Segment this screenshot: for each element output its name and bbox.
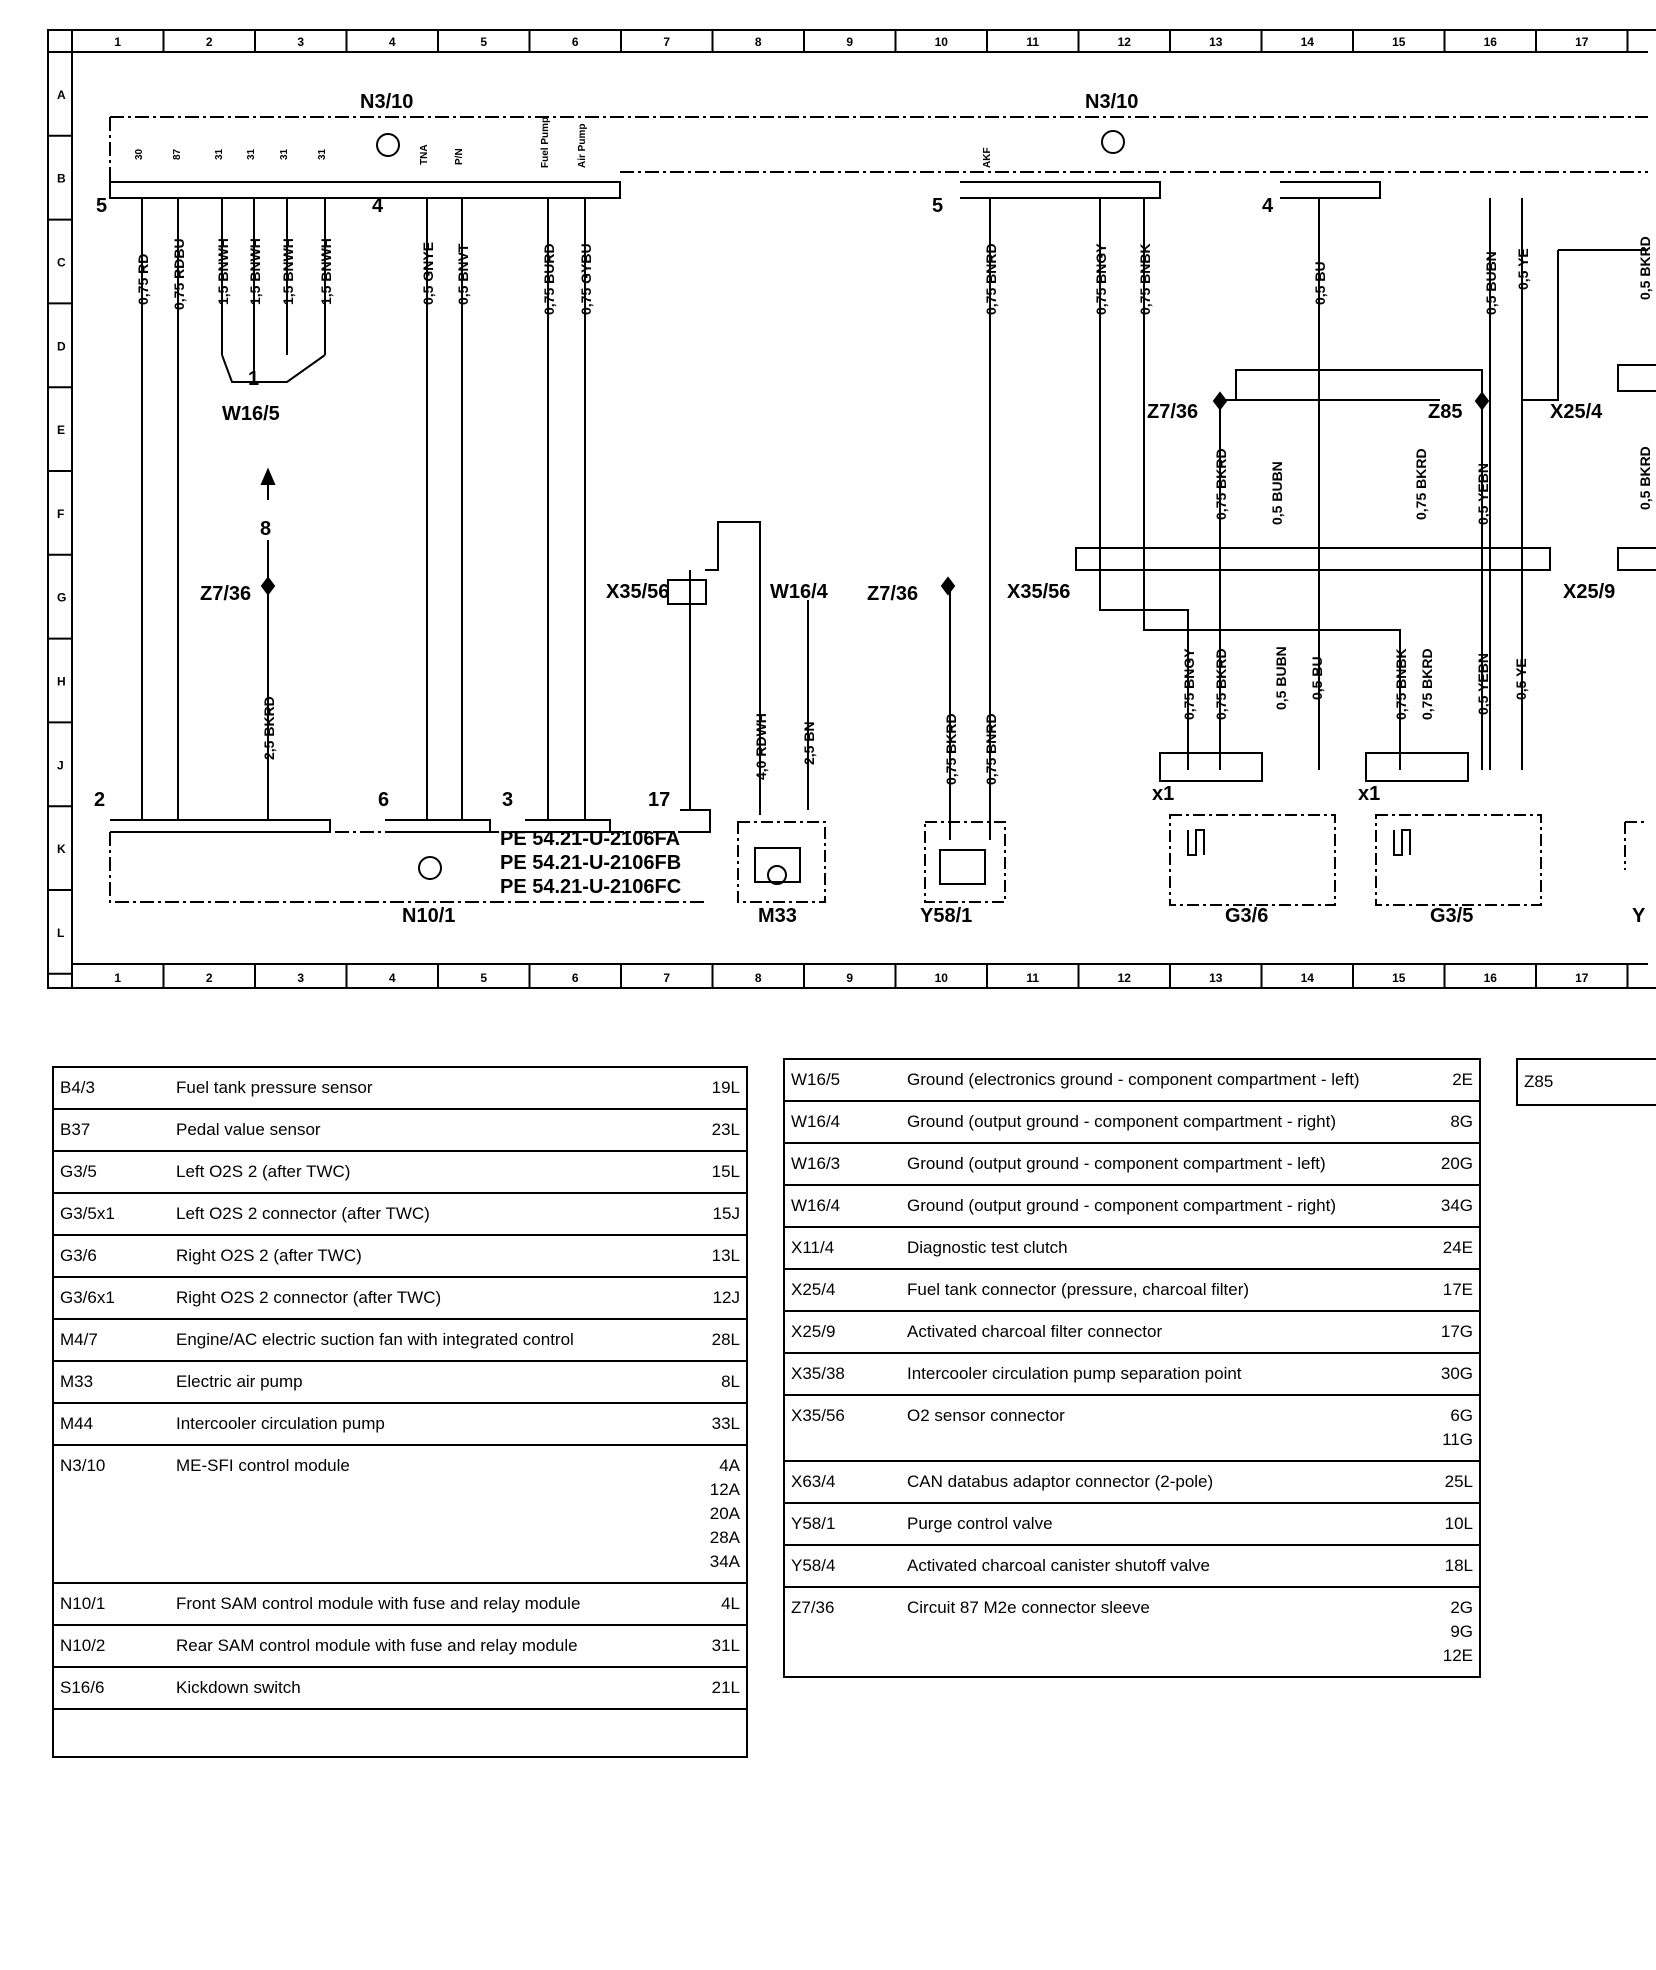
legend-code: B37: [53, 1109, 170, 1151]
pin-signal-pn: P/N: [454, 148, 465, 165]
grid-col-label: 14: [1300, 35, 1314, 49]
x3556-label-a: X35/56: [606, 581, 670, 603]
wire-label-w3: 1,5 BNWH: [215, 238, 231, 305]
y581-label: Y58/1: [920, 905, 973, 927]
wire-label-w8: 0,5 BNVT: [455, 243, 471, 305]
legend-row: [784, 1461, 1480, 1503]
legend-location-ref: 10L: [1444, 1514, 1473, 1533]
grid-col-label: 5: [480, 971, 488, 985]
legend-row: [784, 1353, 1480, 1395]
legend-location-ref: 6G: [1450, 1406, 1473, 1425]
conn-2: 2: [94, 789, 106, 811]
legend-location-ref: 17G: [1440, 1322, 1473, 1341]
legend-code: G3/5x1: [53, 1193, 170, 1235]
legend-location: [684, 1361, 747, 1403]
legend-location-ref: 12E: [1442, 1646, 1473, 1665]
pin-signal-fuel-pump: Fuel Pump: [540, 116, 551, 168]
grid-col-label: 6: [571, 971, 579, 985]
legend-location: [684, 1277, 747, 1319]
wire-label-w7: 0,5 GNYE: [420, 241, 436, 305]
wire-label-w25: 0,5 YEBN: [1475, 463, 1491, 525]
legend-code: Z85: [1524, 1072, 1554, 1091]
legend-location-ref: 15L: [711, 1162, 740, 1181]
grid-col-label: 2: [205, 971, 213, 985]
grid-col-label: 12: [1117, 35, 1131, 49]
wire-label-w19: 2,5 BN: [801, 721, 817, 765]
wire-label-w12: 0,75 BNGY: [1093, 243, 1109, 315]
wire-label-w22: 0,75 BKRD: [1213, 448, 1229, 520]
legend-location: [1417, 1461, 1480, 1503]
legend-description: O2 sensor connector: [901, 1395, 1417, 1461]
wire-label-w27: 0,75 BKRD: [1213, 648, 1229, 720]
z736-label-a: Z7/36: [200, 583, 252, 605]
grid-col-label: 13: [1209, 971, 1223, 985]
grid-col-label: 5: [480, 35, 488, 49]
wire-label-w13: 0,75 BNBK: [1137, 243, 1153, 315]
legend-code: X25/4: [784, 1269, 901, 1311]
wire-label-w16: 0,5 YE: [1515, 248, 1531, 290]
legend-code: X11/4: [784, 1227, 901, 1269]
legend-location: [684, 1109, 747, 1151]
grid-col-label: 16: [1483, 971, 1497, 985]
legend-code: N3/10: [53, 1445, 170, 1583]
grid-col-label: 12: [1117, 971, 1131, 985]
wire-label-w2: 0,75 RDBU: [171, 238, 187, 310]
legend-description: Ground (output ground - component compartment - left): [901, 1143, 1417, 1185]
legend-location: [1417, 1395, 1480, 1461]
legend-location: [1417, 1311, 1480, 1353]
legend-location-ref: 18L: [1444, 1556, 1473, 1575]
grid-col-label: 7: [663, 35, 671, 49]
legend-code: B4/3: [53, 1067, 170, 1109]
legend-row: [53, 1319, 747, 1361]
legend-row: [53, 1403, 747, 1445]
grid-row-label: G: [57, 590, 67, 605]
legend-location-ref: 34G: [1440, 1196, 1473, 1215]
x254-label: X25/4: [1550, 401, 1603, 423]
legend-code: Z7/36: [784, 1587, 901, 1677]
pe-ref-fc: PE 54.21-U-2106FC: [500, 876, 682, 898]
pin-signal-31c: 31: [279, 148, 290, 160]
n310-label-left: N3/10: [360, 91, 414, 113]
wire-label-w11: 0,75 BNRD: [983, 243, 999, 315]
legend-location-ref: 13L: [711, 1246, 740, 1265]
legend-description: Fuel tank connector (pressure, charcoal filter): [901, 1269, 1417, 1311]
conn-4b: 4: [1262, 195, 1274, 217]
legend-code: M44: [53, 1403, 170, 1445]
wire-label-w34: 0,5 BKRD: [1637, 236, 1653, 300]
legend-description: Ground (output ground - component compartment - right): [901, 1101, 1417, 1143]
legend-row: [53, 1109, 747, 1151]
legend-description: Front SAM control module with fuse and relay module: [170, 1583, 684, 1625]
legend-location-ref: 20G: [1440, 1154, 1473, 1173]
legend-row: [784, 1101, 1480, 1143]
conn-5a: 5: [96, 195, 108, 217]
legend-description: Ground (output ground - component compartment - right): [901, 1185, 1417, 1227]
wire-label-w35: 0,5 BKRD: [1637, 446, 1653, 510]
pin-signal-87: 87: [172, 148, 183, 160]
legend-description: Fuel tank pressure sensor: [170, 1067, 684, 1109]
legend-description: Electric air pump: [170, 1361, 684, 1403]
legend-location: [1417, 1503, 1480, 1545]
legend-row: [784, 1227, 1480, 1269]
legend-location: [1417, 1185, 1480, 1227]
legend-row: [784, 1395, 1480, 1461]
legend-description: Intercooler circulation pump separation point: [901, 1353, 1417, 1395]
legend-location: [684, 1667, 747, 1709]
legend-location-ref: 28A: [709, 1528, 740, 1547]
grid-row-ruler: [48, 88, 72, 974]
legend-code: X25/9: [784, 1311, 901, 1353]
legend-row: [784, 1185, 1480, 1227]
legend-code: W16/4: [784, 1185, 901, 1227]
legend-code: W16/4: [784, 1101, 901, 1143]
grid-col-label: 2: [205, 35, 213, 49]
legend-code: Y58/4: [784, 1545, 901, 1587]
legend-row: [784, 1503, 1480, 1545]
legend-location: [1417, 1143, 1480, 1185]
legend-row: [53, 1667, 747, 1709]
conn-5b: 5: [932, 195, 944, 217]
legend-row: [53, 1151, 747, 1193]
legend-description: Circuit 87 M2e connector sleeve: [901, 1587, 1417, 1677]
wire-label-w29: 0,5 BU: [1309, 656, 1325, 700]
pe-ref-fb: PE 54.21-U-2106FB: [500, 852, 682, 874]
legend-code: G3/5: [53, 1151, 170, 1193]
legend-code: G3/6: [53, 1235, 170, 1277]
z736-label-b: Z7/36: [867, 583, 919, 605]
legend-location-ref: 25L: [1444, 1472, 1473, 1491]
legend-description: Engine/AC electric suction fan with integrated control: [170, 1319, 684, 1361]
legend-location-ref: 21L: [711, 1678, 740, 1697]
legend-row: [53, 1277, 747, 1319]
legend-location-ref: 33L: [711, 1414, 740, 1433]
grid-row-label: A: [57, 87, 66, 102]
legend-description: Intercooler circulation pump: [170, 1403, 684, 1445]
legend-code: S16/6: [53, 1667, 170, 1709]
legend-location-ref: 19L: [711, 1078, 740, 1097]
legend-code: M4/7: [53, 1319, 170, 1361]
legend-location-ref: 31L: [711, 1636, 740, 1655]
legend-description: Diagnostic test clutch: [901, 1227, 1417, 1269]
legend-code: N10/2: [53, 1625, 170, 1667]
pin-signal-30: 30: [134, 148, 145, 160]
pin-signal-31b: 31: [246, 148, 257, 160]
legend-location-ref: 4A: [719, 1456, 740, 1475]
grid-col-label: 4: [388, 35, 396, 49]
legend-location-ref: 17E: [1442, 1280, 1473, 1299]
wire-label-w6: 1,5 BNWH: [318, 238, 334, 305]
legend-description: Activated charcoal canister shutoff valve: [901, 1545, 1417, 1587]
grid-row-label: C: [57, 255, 66, 270]
z736-label-c: Z7/36: [1147, 401, 1199, 423]
legend-location: [684, 1445, 747, 1583]
legend-row: [784, 1545, 1480, 1587]
legend-location-ref: 11G: [1442, 1430, 1473, 1449]
wire-label-w32: 0,5 YEBN: [1475, 653, 1491, 715]
legend-description: Activated charcoal filter connector: [901, 1311, 1417, 1353]
legend-table-right: [783, 1058, 1481, 1678]
legend-row: [53, 1583, 747, 1625]
w164-label: W16/4: [770, 581, 828, 603]
legend-location: [684, 1625, 747, 1667]
legend-location-ref: 9G: [1450, 1622, 1473, 1641]
legend-description: Right O2S 2 (after TWC): [170, 1235, 684, 1277]
legend-row: [53, 1235, 747, 1277]
legend-location-ref: 15J: [712, 1204, 740, 1223]
grid-col-label: 7: [663, 971, 671, 985]
legend-row: [1517, 1059, 1656, 1105]
legend-row: [784, 1269, 1480, 1311]
conn-4a: 4: [372, 195, 384, 217]
grid-row-label: F: [57, 506, 65, 521]
grid-col-label: 1: [114, 35, 122, 49]
grid-col-label: 16: [1483, 35, 1497, 49]
legend-location: [1417, 1227, 1480, 1269]
g35-x1-label: x1: [1358, 783, 1381, 805]
legend-code: X63/4: [784, 1461, 901, 1503]
legend-location-ref: 23L: [711, 1120, 740, 1139]
g36-x1-label: x1: [1152, 783, 1175, 805]
legend-row: [53, 1193, 747, 1235]
legend-table-third: [1516, 1058, 1656, 1106]
wire-label-w10: 0,75 GYBU: [578, 243, 594, 315]
legend-location: [1417, 1587, 1480, 1677]
pin-signal-31a: 31: [214, 148, 225, 160]
legend-description: Ground (electronics ground - component compartment - left): [901, 1059, 1417, 1101]
legend-location-ref: 28L: [711, 1330, 740, 1349]
legend-row: [53, 1067, 747, 1109]
legend-code: G3/6x1: [53, 1277, 170, 1319]
x3556-label-b: X35/56: [1007, 581, 1071, 603]
legend-location: [1417, 1101, 1480, 1143]
conn-6: 6: [378, 789, 390, 811]
legend-location-ref: 30G: [1440, 1364, 1473, 1383]
ground-ref-8: 8: [260, 518, 272, 540]
grid-col-label: 15: [1392, 35, 1406, 49]
wire-label-w17: 2,5 BKRD: [261, 696, 277, 760]
grid-col-label: 13: [1209, 35, 1223, 49]
legend-description: CAN databus adaptor connector (2-pole): [901, 1461, 1417, 1503]
wire-label-w24: 0,75 BKRD: [1413, 448, 1429, 520]
grid-row-label: L: [57, 925, 65, 940]
pin-signal-air-pump: Air Pump: [577, 123, 588, 168]
legend-code: X35/56: [784, 1395, 901, 1461]
g35-label: G3/5: [1430, 905, 1474, 927]
grid-col-label: 8: [754, 971, 762, 985]
legend-location: [684, 1067, 747, 1109]
legend-location: [684, 1235, 747, 1277]
grid-row-label: H: [57, 674, 66, 689]
w165-label: W16/5: [222, 403, 280, 425]
pin-signal-tna: TNA: [419, 144, 430, 165]
legend-description: ME-SFI control module: [170, 1445, 684, 1583]
legend-location-ref: 8L: [721, 1372, 740, 1391]
legend-location: [1417, 1353, 1480, 1395]
legend-code: M33: [53, 1361, 170, 1403]
grid-col-label: 3: [297, 971, 305, 985]
grid-col-label: 17: [1575, 971, 1589, 985]
legend-description: Left O2S 2 (after TWC): [170, 1151, 684, 1193]
wire-label-w9: 0,75 BURD: [541, 243, 557, 315]
wire-label-w30: 0,75 BNBK: [1393, 648, 1409, 720]
grid-row-label: J: [57, 758, 64, 773]
wire-label-w23: 0,5 BUBN: [1269, 461, 1285, 525]
w165-pin-1: 1: [248, 368, 260, 390]
grid-col-label: 9: [846, 971, 854, 985]
legend-row: [53, 1445, 747, 1583]
legend-description: Left O2S 2 connector (after TWC): [170, 1193, 684, 1235]
grid-col-label: 8: [754, 35, 762, 49]
grid-col-label: 11: [1026, 35, 1040, 49]
wire-label-w1: 0,75 RD: [135, 253, 151, 305]
conn-3: 3: [502, 789, 514, 811]
grid-col-label: 17: [1575, 35, 1589, 49]
legend-description: Kickdown switch: [170, 1667, 684, 1709]
legend-location-ref: 34A: [709, 1552, 740, 1571]
y-cut-label: Y: [1632, 905, 1646, 927]
m33-label: M33: [758, 905, 797, 927]
legend-location-ref: 4L: [721, 1594, 740, 1613]
legend-location: [684, 1583, 747, 1625]
legend-code: W16/5: [784, 1059, 901, 1101]
legend-location-ref: 2E: [1452, 1070, 1473, 1089]
wire-label-w18: 4,0 RDWH: [753, 713, 769, 780]
grid-col-label: 10: [934, 971, 948, 985]
grid-col-label: 14: [1300, 971, 1314, 985]
n310-label-right: N3/10: [1085, 91, 1139, 113]
grid-col-label: 3: [297, 35, 305, 49]
grid-row-label: D: [57, 339, 66, 354]
grid-col-label: 4: [388, 971, 396, 985]
grid-row-label: K: [57, 842, 66, 857]
legend-row: [53, 1625, 747, 1667]
legend-location-ref: 20A: [709, 1504, 740, 1523]
legend-location: [684, 1151, 747, 1193]
grid-col-label: 10: [934, 35, 948, 49]
grid-row-label: E: [57, 423, 66, 438]
grid-col-label: 9: [846, 35, 854, 49]
legend-location-ref: 2G: [1450, 1598, 1473, 1617]
legend-row: [784, 1059, 1480, 1101]
grid-column-ruler-top: [114, 30, 1627, 52]
legend-description: Purge control valve: [901, 1503, 1417, 1545]
legend-location: [684, 1403, 747, 1445]
legend-location: [1417, 1545, 1480, 1587]
pin-signal-31d: 31: [317, 148, 328, 160]
legend-row: [784, 1587, 1480, 1677]
legend-row: [784, 1311, 1480, 1353]
grid-row-label: B: [57, 171, 66, 186]
wire-label-w20: 0,75 BKRD: [943, 713, 959, 785]
grid-col-label: 1: [114, 971, 122, 985]
wire-label-w31: 0,75 BKRD: [1419, 648, 1435, 720]
legend-location-ref: 24E: [1442, 1238, 1473, 1257]
z85-label: Z85: [1428, 401, 1463, 423]
legend-description: Pedal value sensor: [170, 1109, 684, 1151]
legend-blank-row: [53, 1709, 747, 1757]
wire-label-w5: 1,5 BNWH: [280, 238, 296, 305]
wire-label-w21: 0,75 BNRD: [983, 713, 999, 785]
legend-description: Right O2S 2 connector (after TWC): [170, 1277, 684, 1319]
grid-col-label: 15: [1392, 971, 1406, 985]
wire-label-w33: 0,5 YE: [1513, 658, 1529, 700]
grid-col-label: 6: [571, 35, 579, 49]
legend-location-ref: 12J: [712, 1288, 740, 1307]
legend-table-left: [52, 1066, 748, 1758]
legend-description: Rear SAM control module with fuse and relay module: [170, 1625, 684, 1667]
wire-label-w14: 0,5 BU: [1312, 261, 1328, 305]
grid-col-label: 11: [1026, 971, 1040, 985]
x259-label: X25/9: [1563, 581, 1616, 603]
legend-location-ref: 12A: [709, 1480, 740, 1499]
legend-row: [784, 1143, 1480, 1185]
legend-location: [684, 1319, 747, 1361]
legend-row: [53, 1361, 747, 1403]
legend-location: [1417, 1059, 1480, 1101]
wire-label-w26: 0,75 BNGY: [1181, 648, 1197, 720]
legend-code: X35/38: [784, 1353, 901, 1395]
conn-17: 17: [648, 789, 671, 811]
legend-code: N10/1: [53, 1583, 170, 1625]
legend-location-ref: 8G: [1450, 1112, 1473, 1131]
g36-label: G3/6: [1225, 905, 1269, 927]
legend-code: Y58/1: [784, 1503, 901, 1545]
wire-label-w28: 0,5 BUBN: [1273, 646, 1289, 710]
n101-label: N10/1: [402, 905, 456, 927]
wire-label-w15: 0,5 BUBN: [1483, 251, 1499, 315]
grid-column-ruler-bottom: [114, 964, 1627, 988]
legend-location: [684, 1193, 747, 1235]
wire-label-w4: 1,5 BNWH: [247, 238, 263, 305]
legend-code: W16/3: [784, 1143, 901, 1185]
pin-signal-akf: AKF: [982, 147, 993, 168]
pe-ref-fa: PE 54.21-U-2106FA: [500, 828, 681, 850]
legend-location: [1417, 1269, 1480, 1311]
